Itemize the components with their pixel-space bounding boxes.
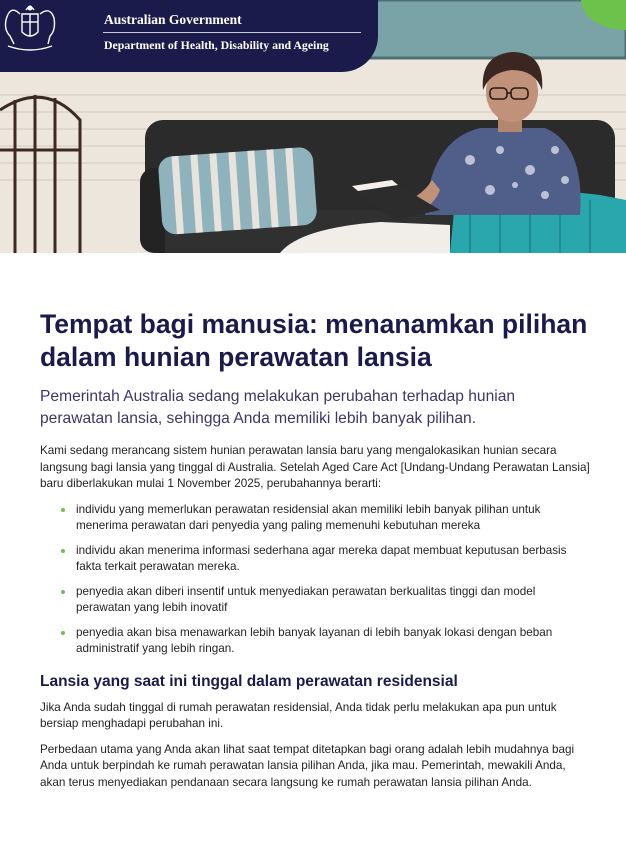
government-banner: [0, 0, 378, 72]
page-title: Tempat bagi manusia: menanamkan pilihan dalam hunian perawatan lansia: [40, 309, 588, 372]
intro-paragraph: Kami sedang merancang sistem hunian perawatan lansia baru yang mengalokasikan hunian secara langsung bagi lansia yang tinggal di Australia. Setelah Aged Care Act [Undang-Undang Perawatan Lansia] baru diberlakukan mulai 1 November 2025, perubahannya berarti:: [40, 444, 590, 490]
list-item: [40, 502, 590, 535]
list-item: [40, 625, 590, 658]
changes-list: [40, 502, 590, 658]
list-item: [40, 584, 590, 617]
bullet-icon: [61, 508, 65, 512]
list-item-text: individu yang memerlukan perawatan residensial akan memiliki lebih banyak pilihan untuk menerima perawatan dari penyedia yang paling memenuhi kebutuhan mereka: [76, 502, 541, 532]
lead-paragraph: Pemerintah Australia sedang melakukan perubahan terhadap hunian perawatan lansia, sehingga Anda memiliki lebih banyak pilihan.: [40, 388, 516, 427]
section-paragraph-1: Jika Anda sudah tinggal di rumah perawatan residensial, Anda tidak perlu melakukan apa pun untuk bersiap menghadapi perubahan ini.: [40, 700, 557, 730]
banner-divider: [103, 32, 361, 33]
bullet-icon: [61, 631, 65, 635]
department-name: Department of Health, Disability and Ageing: [104, 38, 329, 52]
government-name: Australian Government: [104, 12, 242, 27]
list-item-text: individu akan menerima informasi sederhana agar mereka dapat membuat keputusan berbasis fakta terkait perawatan mereka.: [76, 543, 567, 573]
section-heading: Lansia yang saat ini tinggal dalam perawatan residensial: [40, 672, 458, 690]
hero-photo: [0, 0, 626, 253]
list-item-text: penyedia akan bisa menawarkan lebih banyak layanan di lebih banyak lokasi dengan beban administratif yang lebih ringan.: [76, 625, 553, 655]
document-body: [40, 308, 590, 791]
list-item-text: penyedia akan diberi insentif untuk menyediakan perawatan berkualitas tinggi dan model perawatan yang lebih inovatif: [76, 584, 536, 614]
section-paragraph-2: Perbedaan utama yang Anda akan lihat saat tempat ditetapkan bagi orang adalah lebih mudahnya bagi Anda untuk berpindah ke rumah perawatan lansia pilihan Anda, jika mau. Pemerintah, mewakili Anda, akan terus menyediakan pendanaan secara langsung ke rumah perawatan lansia pilihan Anda.: [40, 742, 575, 789]
bullet-icon: [61, 549, 65, 553]
bullet-icon: [61, 590, 65, 594]
coat-of-arms-icon: [0, 0, 60, 56]
list-item: [40, 543, 590, 576]
